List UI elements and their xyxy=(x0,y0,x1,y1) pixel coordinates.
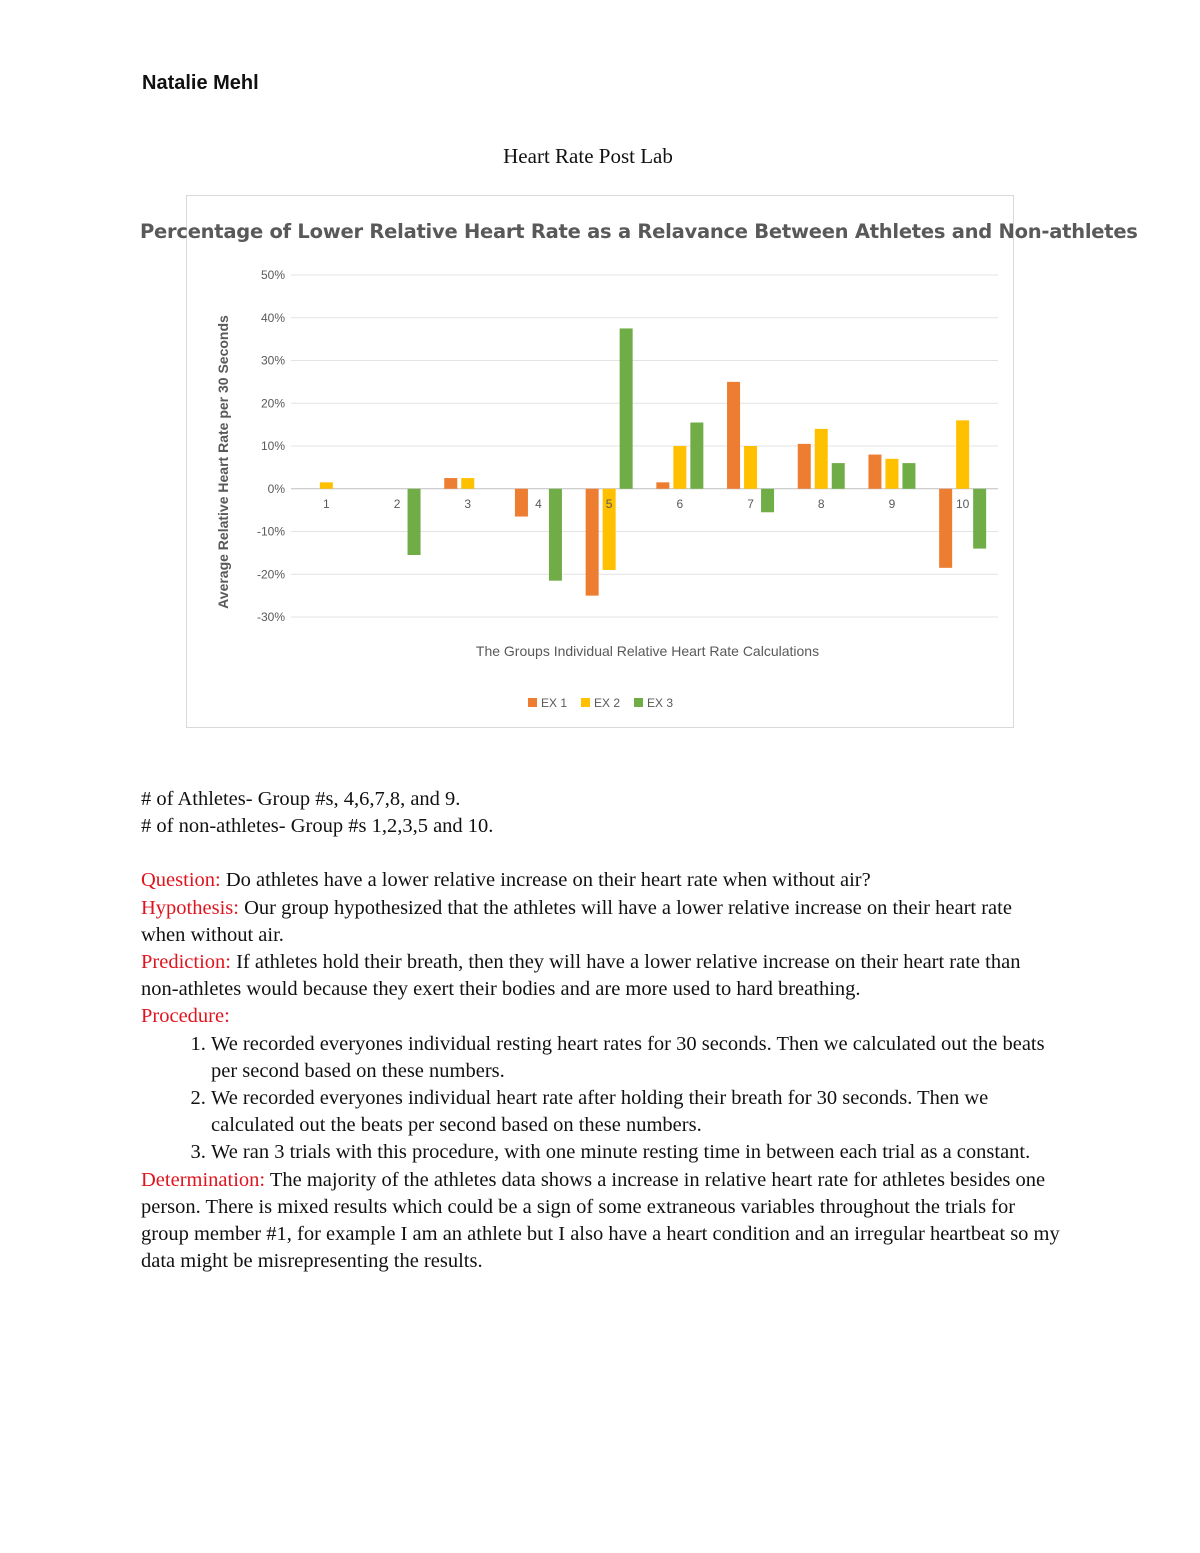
y-tick-label: -20% xyxy=(256,567,285,582)
bar-ex-1 xyxy=(939,489,952,568)
procedure-list xyxy=(141,1031,1061,1167)
bar-ex-1 xyxy=(656,482,669,488)
y-tick-label: -10% xyxy=(256,524,285,539)
bar-ex-3 xyxy=(549,489,562,581)
hypothesis-paragraph xyxy=(141,895,1061,949)
determination-label: Determination: xyxy=(141,1168,266,1191)
question-text: Do athletes have a lower relative increase on their heart rate when without air? xyxy=(220,869,871,892)
prediction-paragraph xyxy=(141,949,1061,1003)
x-tick-label: 5 xyxy=(605,496,613,511)
bar-ex-2 xyxy=(885,459,898,489)
bar-ex-3 xyxy=(902,463,915,489)
hypothesis-text: Our group hypothesized that the athletes will have a lower relative increase on their heart rate when without air. xyxy=(141,896,1012,946)
author-name: Natalie Mehl xyxy=(142,72,259,94)
x-tick-label: 1 xyxy=(323,496,330,511)
bar-ex-1 xyxy=(727,382,740,489)
determination-paragraph xyxy=(141,1167,1061,1276)
y-axis-title: Average Relative Heart Rate per 30 Seconds xyxy=(215,315,231,609)
x-tick-label: 6 xyxy=(676,496,684,511)
prediction-label: Prediction: xyxy=(141,951,231,974)
y-tick-label: -30% xyxy=(256,610,285,624)
bar-ex-3 xyxy=(620,328,633,488)
procedure-step: 3. We ran 3 trials with this procedure, with one minute resting time in between each trial as a constant. xyxy=(211,1139,1061,1166)
bar-ex-2 xyxy=(320,482,333,488)
legend-swatch xyxy=(581,698,590,707)
bar-ex-1 xyxy=(515,489,528,517)
bar-ex-3 xyxy=(761,489,774,513)
y-tick-label: 0% xyxy=(267,481,285,496)
document-body xyxy=(141,786,1061,1275)
hypothesis-label: Hypothesis: xyxy=(141,896,239,919)
bar-ex-3 xyxy=(408,489,421,555)
procedure-step: 1. We recorded everyones individual resting heart rates for 30 seconds. Then we calculated out the beats per second based on these numbers. xyxy=(211,1031,1061,1085)
procedure-label: Procedure: xyxy=(141,1005,230,1028)
x-tick-label: 8 xyxy=(817,496,825,511)
bar-ex-3 xyxy=(973,489,986,549)
legend-swatch xyxy=(634,698,643,707)
procedure-step: 2. We recorded everyones individual heart rate after holding their breath for 30 seconds. Then we calculated out the beats per second based on these numbers. xyxy=(211,1085,1061,1139)
x-tick-label: 7 xyxy=(747,496,754,511)
x-tick-label: 10 xyxy=(955,496,970,511)
procedure-heading xyxy=(141,1003,1061,1030)
bar-ex-2 xyxy=(744,446,757,489)
x-tick-label: 4 xyxy=(535,496,542,511)
chart-title: Percentage of Lower Relative Heart Rate as a Relavance Between Athletes and Non-athletes xyxy=(140,220,1138,243)
bar-ex-1 xyxy=(798,444,811,489)
legend-label: EX 1 xyxy=(541,696,568,710)
question-paragraph xyxy=(141,867,1061,894)
bar-ex-2 xyxy=(956,420,969,488)
bar-chart xyxy=(0,0,1200,760)
y-tick-label: 20% xyxy=(260,396,285,411)
question-label: Question: xyxy=(141,869,221,892)
legend-label: EX 3 xyxy=(647,696,674,710)
x-tick-label: 9 xyxy=(888,496,896,511)
y-tick-label: 30% xyxy=(260,353,285,368)
prediction-text: If athletes hold their breath, then they will have a lower relative increase on their heart rate than non-athletes would because they exert their bodies and are more used to hard breathing. xyxy=(141,951,1021,1001)
bar-ex-2 xyxy=(673,446,686,489)
determination-text: The majority of the athletes data shows a increase in relative heart rate for athletes besides one person. There is mixed results which could be a sign of some extraneous variables throughout the trials for group member #1, for example I am an athlete but I also have a heart condition and an irregular heartbeat so my data might be misrepresenting the results. xyxy=(141,1168,1060,1273)
non-athletes-line: # of non-athletes- Group #s 1,2,3,5 and 10. xyxy=(141,815,494,838)
bar-ex-3 xyxy=(832,463,845,489)
athletes-line: # of Athletes- Group #s, 4,6,7,8, and 9. xyxy=(141,788,461,810)
bar-ex-1 xyxy=(586,489,599,596)
legend-swatch xyxy=(528,698,537,707)
y-tick-label: 40% xyxy=(260,310,285,325)
bar-ex-2 xyxy=(461,478,474,489)
x-tick-label: 3 xyxy=(464,496,472,511)
y-tick-label: 10% xyxy=(260,439,285,453)
bar-ex-1 xyxy=(868,455,881,489)
y-tick-label: 50% xyxy=(260,268,285,282)
bar-ex-2 xyxy=(815,429,828,489)
x-tick-label: 2 xyxy=(393,496,401,511)
legend-label: EX 2 xyxy=(594,696,621,710)
document-title: Heart Rate Post Lab xyxy=(503,144,673,168)
bar-ex-1 xyxy=(444,478,457,489)
bar-ex-3 xyxy=(690,422,703,488)
x-axis-title: The Groups Individual Relative Heart Rate Calculations xyxy=(475,643,820,659)
